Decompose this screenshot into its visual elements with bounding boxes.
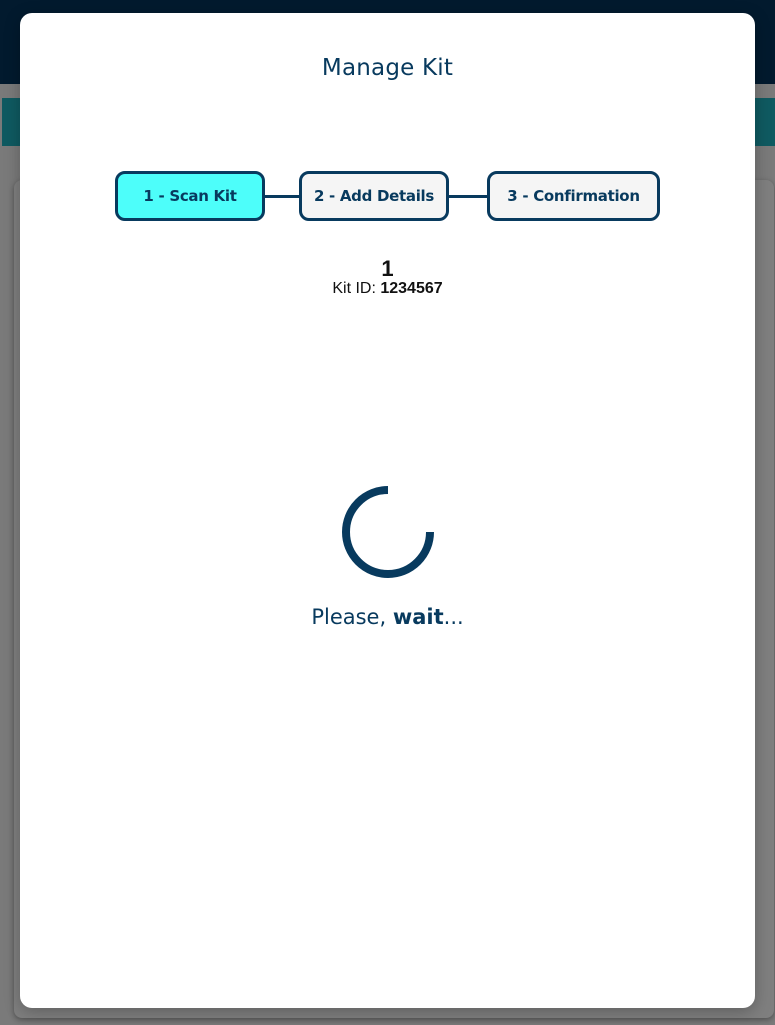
current-step-number: 1 — [381, 256, 394, 281]
kit-id-value: 1234567 — [380, 280, 443, 297]
loading-text-prefix: Please, — [311, 605, 393, 629]
kit-id-label: Kit ID: — [332, 280, 381, 297]
step-label: 3 - Confirmation — [507, 187, 640, 205]
kit-id — [20, 280, 755, 298]
stepper-connector — [449, 195, 487, 198]
stepper-connector — [265, 195, 299, 198]
step-label: 2 - Add Details — [313, 187, 435, 205]
step-add-details[interactable] — [299, 171, 449, 221]
step-confirmation[interactable] — [487, 171, 660, 221]
modal-title: Manage Kit — [321, 55, 454, 81]
loading-text-bold: wait — [392, 605, 444, 629]
stepper — [115, 171, 660, 221]
step-scan-kit[interactable] — [115, 171, 265, 221]
step-label: 1 - Scan Kit — [143, 187, 237, 205]
loading-text-suffix: ... — [443, 605, 464, 629]
loading-spinner-icon — [339, 483, 437, 581]
manage-kit-modal — [20, 13, 755, 1008]
loading-message — [20, 605, 755, 629]
